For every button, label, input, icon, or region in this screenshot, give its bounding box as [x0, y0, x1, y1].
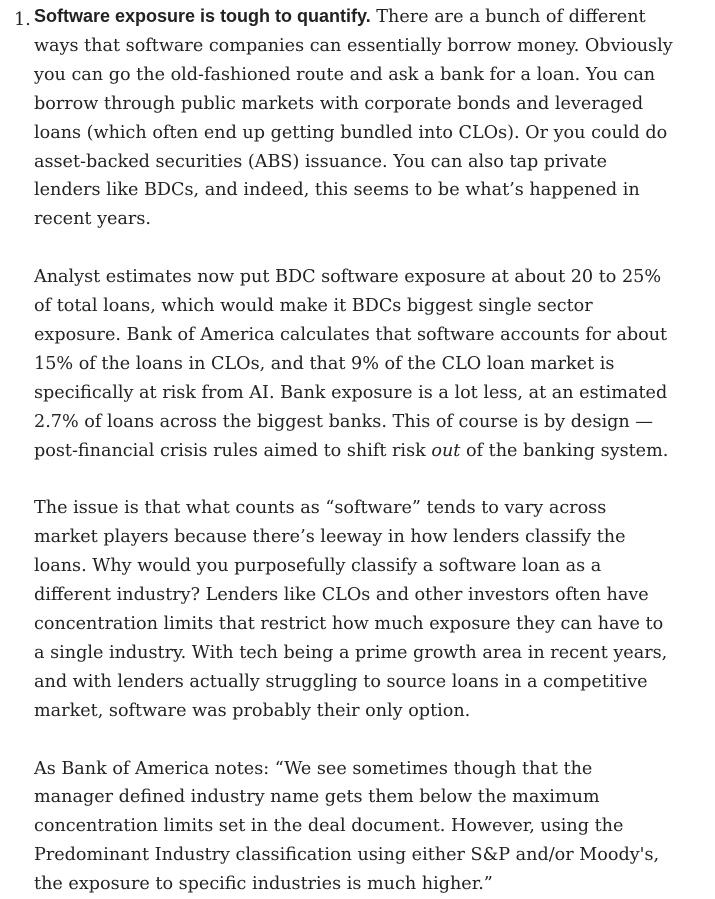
emphasis-out: out [431, 440, 461, 461]
paragraph-2 [34, 263, 675, 465]
paragraph-4: As Bank of America notes: “We see sometimes though that the manager defined industry name gets them below the maximum concentration limits set in the deal document. However, using the Predominant Industry classification using either S&P and/or Moody's, the exposure to specific industries is much higher.” [34, 758, 660, 895]
list-number: 1. [14, 10, 31, 30]
lead-heading: Software exposure is tough to quantify. [34, 6, 371, 26]
paragraph-1-text: There are a bunch of different ways that software companies can essentially borrow money. Obviously you can go the old-fashioned route and ask a bank for a loan. You can borrow through public markets with corporate bonds and leveraged loans (which often end up getting bundled into CLOs). Or you could do asset-backed securities (ABS) issuance. You can also tap private lenders like BDCs, and indeed, this seems to be what’s happened in recent years. [34, 7, 673, 230]
paragraph-2-text-a: Analyst estimates now put BDC software exposure at about 20 to 25% of total loans, which would make it BDCs biggest single sector exposure. Bank of America calculates that software accounts for about 15% of the loans in CLOs, and that 9% of the CLO loan market is specifically at risk from AI. Bank exposure is a lot less, at an estimated 2.7% of loans across the biggest banks. This of course is by design — post-financial crisis rules aimed to shift risk [34, 267, 668, 461]
paragraph-1 [34, 2, 675, 234]
paragraph-2-text-b: of the banking system. [460, 440, 669, 461]
paragraph-3: The issue is that what counts as “software” tends to vary across market players because there’s leeway in how lenders classify the loans. Why would you purposefully classify a software loan as a different industry? Lenders like CLOs and other investors often have concentration limits that restrict how much exposure they can have to a single industry. With tech being a prime growth area in recent years, and with lenders actually struggling to source loans in a competitive market, software was probably their only option. [34, 498, 668, 721]
